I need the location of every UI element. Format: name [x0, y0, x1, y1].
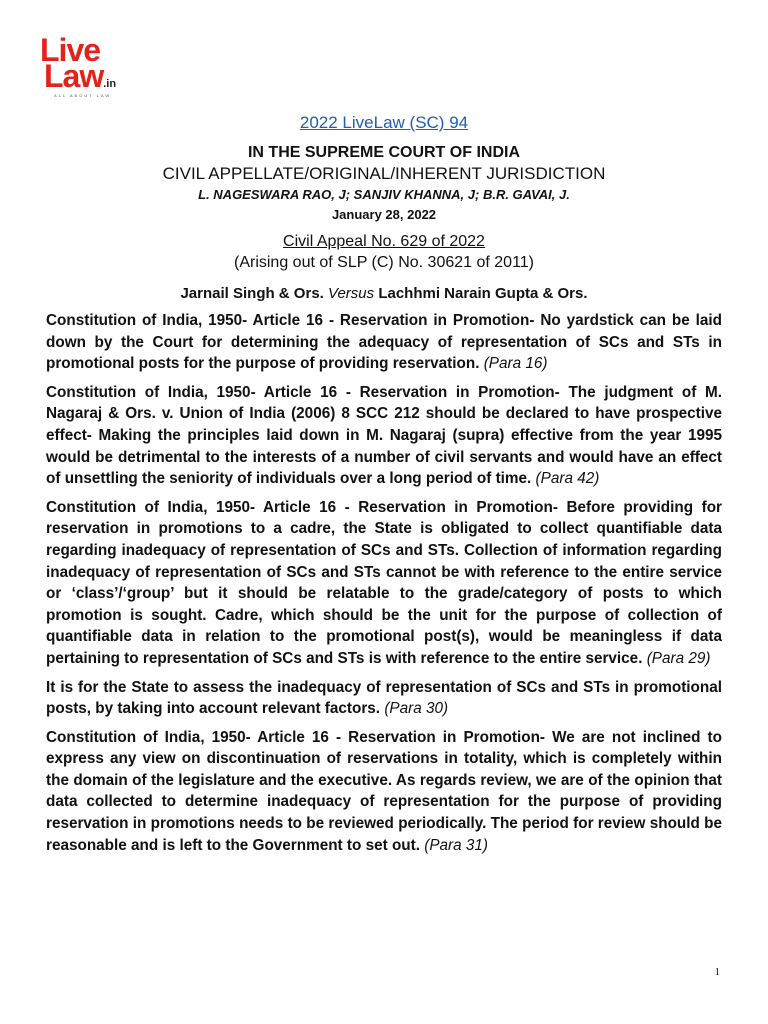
citation-link[interactable]: 2022 LiveLaw (SC) 94	[299, 113, 469, 132]
headnotes	[46, 310, 722, 863]
logo-line-1: Live	[40, 32, 101, 68]
headnote-paragraph	[46, 497, 722, 670]
para-reference: (Para 29)	[646, 649, 711, 667]
headnote-paragraph	[46, 677, 722, 720]
logo-suffix: .in	[103, 78, 117, 90]
logo-law: Law	[44, 58, 104, 94]
arising-from: (Arising out of SLP (C) No. 30621 of 2011)	[233, 254, 534, 271]
petitioner: Jarnail Singh & Ors.	[180, 285, 324, 302]
para-reference: (Para 31)	[424, 836, 488, 854]
para-reference: (Para 30)	[384, 700, 449, 718]
logo-tagline: ALL ABOUT LAW	[54, 93, 112, 98]
page-number: 1	[714, 966, 720, 978]
headnote-text: It is for the State to assess the inadequacy of representation of SCs and STs in promotional posts, by taking into account relevant factors.	[46, 678, 722, 718]
judgment-date: January 28, 2022	[331, 207, 437, 222]
versus: Versus	[328, 285, 375, 302]
headnote-text: Constitution of India, 1950- Article 16 - Reservation in Promotion- The judgment of M. Nagaraj & Ors. v. Union of India (2006) 8 SCC 212 should be declared to have prospective effect- Making the principles laid down in M. Nagaraj (supra) effective from the year 1995 would be detrimental to the interests of a number of civil servants and would have an effect of unsettling the seniority of individuals over a long period of time.	[46, 383, 722, 488]
court-name: IN THE SUPREME COURT OF INDIA	[247, 144, 520, 161]
livelaw-logo	[40, 32, 140, 100]
headnote-paragraph	[46, 310, 722, 375]
para-reference: (Para 42)	[535, 470, 600, 488]
headnote-paragraph	[46, 727, 722, 857]
headnote-paragraph	[46, 382, 722, 490]
judges: L. NAGESWARA RAO, J; SANJIV KHANNA, J; B.R. GAVAI, J.	[198, 187, 570, 202]
logo-line-2	[44, 58, 116, 95]
case-parties	[45, 285, 723, 302]
para-reference: (Para 16)	[483, 355, 548, 373]
appeal-number: Civil Appeal No. 629 of 2022	[283, 233, 485, 250]
headnote-text: Constitution of India, 1950- Article 16 - Reservation in Promotion- We are not inclined to express any view on discontinuation of reservations in totality, which is completely within the domain of the legislature and the executive. As regards review, we are of the opinion that data collected to determine inadequacy of representation for the purpose of providing reservation in promotions needs to be reviewed periodically. The period for review should be reasonable and is left to the Government to set out.	[46, 728, 722, 854]
respondent: Lachhmi Narain Gupta & Ors.	[378, 285, 588, 302]
headnote-text: Constitution of India, 1950- Article 16 - Reservation in Promotion- Before providing for reservation in promotions to a cadre, the State is obligated to collect quantifiable data regarding inadequacy of representation of SCs and STs. Collection of information regarding inadequacy of representation of SCs and STs cannot be with reference to the entire service or ‘class’/‘group’ but it should be relatable to the grade/category of posts to which promotion is sought. Cadre, which should be the unit for the purpose of collection of quantifiable data in relation to the promotional post(s), would be meaningless if data pertaining to representation of SCs and STs is with reference to the entire service.	[46, 498, 722, 667]
jurisdiction: CIVIL APPELLATE/ORIGINAL/INHERENT JURISDICTION	[162, 164, 606, 183]
headnote-text: Constitution of India, 1950- Article 16 - Reservation in Promotion- No yardstick can be laid down by the Court for determining the adequacy of representation of SCs and STs in promotional posts for the purpose of providing reservation.	[46, 312, 722, 373]
